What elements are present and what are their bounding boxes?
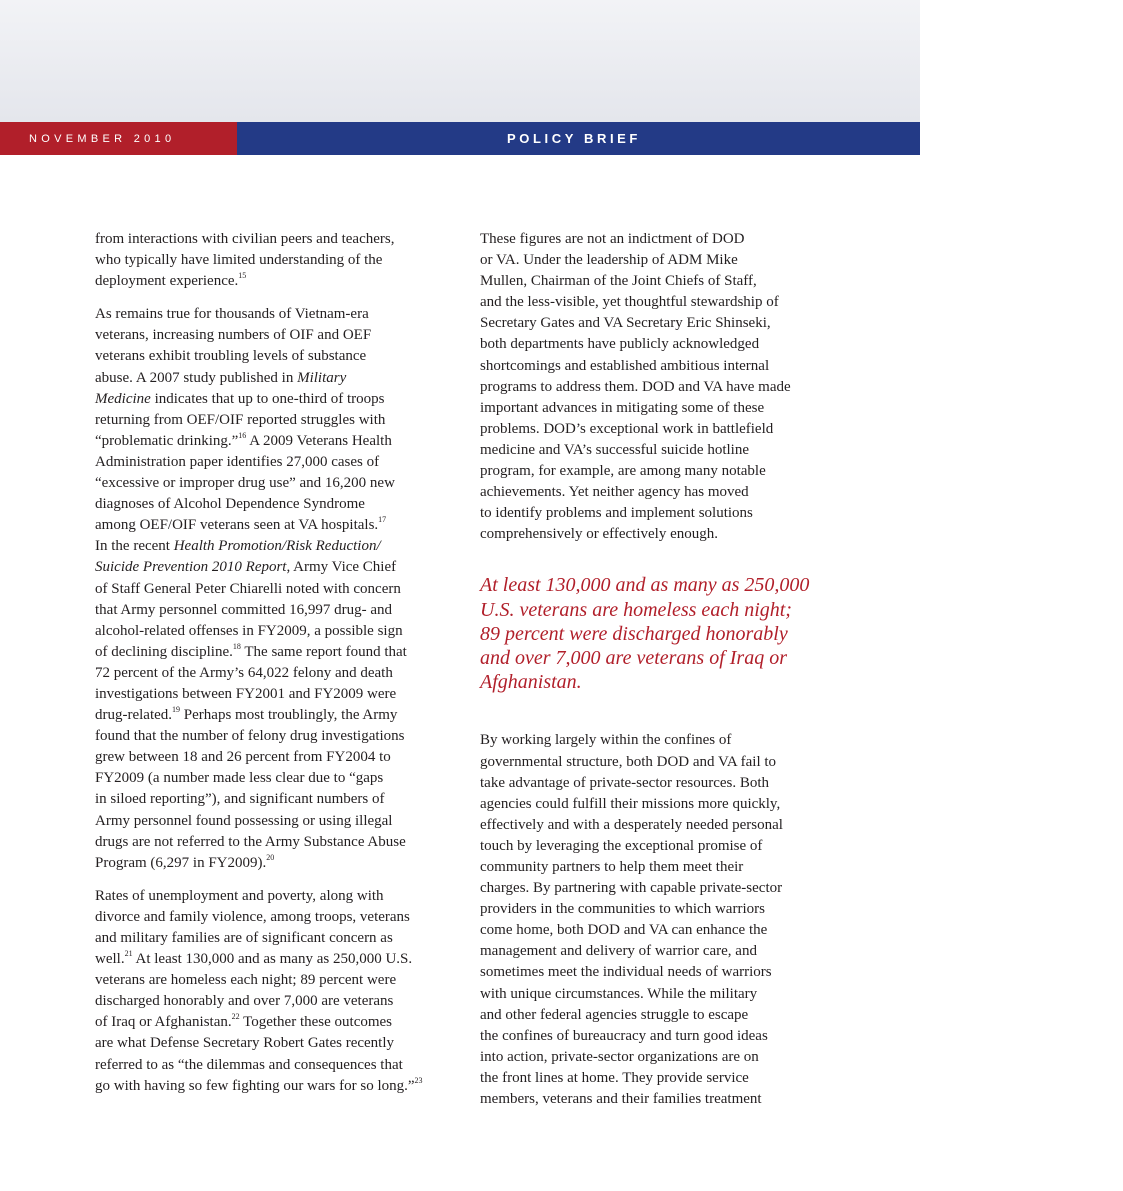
text-line: the front lines at home. They provide service (480, 1069, 749, 1086)
text-line: returning from OEF/OIF reported struggles with (95, 411, 386, 428)
text-line: As remains true for thousands of Vietnam-era (95, 306, 369, 323)
text-line: found that the number of felony drug investigations (95, 728, 405, 745)
text-line: In the recent Health Promotion/Risk Reduction/ (95, 538, 381, 555)
website-link[interactable]: CNAS.ORG (970, 131, 1038, 146)
text-line: of Iraq or Afghanistan.$^{22}$ Together these outcomes (95, 1012, 393, 1031)
text-line: shortcomings and established ambitious internal (480, 357, 770, 374)
footnote-ref[interactable]: 18 (232, 641, 241, 651)
report-title: Suicide Prevention 2010 Report (95, 559, 287, 576)
text-line: Secretary Gates and VA Secretary Eric Shinseki, (480, 315, 771, 332)
text-line: FY2009 (a number made less clear due to “gaps (95, 770, 384, 787)
text-line: Medicine indicates that up to one-third of troops (95, 390, 385, 407)
text-line: abuse. A 2007 study published in Military (95, 369, 347, 386)
text-line: drugs are not referred to the Army Substance Abuse (95, 833, 406, 850)
text-line: diagnoses of Alcohol Dependence Syndrome (95, 496, 365, 513)
report-title: Health Promotion/Risk Reduction/ (173, 538, 381, 555)
text-line: take advantage of private-sector resources. Both (480, 774, 770, 791)
paragraph (95, 304, 445, 874)
publication-date: NOVEMBER 2010 (29, 132, 176, 145)
text-line: management and delivery of warrior care, and (480, 943, 757, 960)
text-line: into action, private-sector organizations are on (480, 1048, 759, 1065)
text-line: with unique circumstances. While the military (480, 985, 758, 1002)
text-line: deployment experience.$^{15}$ (95, 271, 247, 290)
text-line: These figures are not an indictment of DOD (480, 231, 745, 247)
text-line: program, for example, are among many notable (480, 463, 766, 480)
journal-title: Military (297, 369, 347, 386)
text-line: Rates of unemployment and poverty, along with (95, 887, 384, 904)
text-line: community partners to help them meet their (480, 858, 744, 875)
text-line: from interactions with civilian peers and teachers, (95, 231, 395, 247)
text-line: Suicide Prevention 2010 Report, Army Vice Chief (95, 559, 397, 576)
header-background (0, 0, 920, 122)
text-line: the confines of bureaucracy and turn good ideas (480, 1027, 768, 1044)
text-line: both departments have publicly acknowledged (480, 336, 760, 353)
footnote-ref[interactable]: 21 (124, 949, 133, 959)
text-line: come home, both DOD and VA can enhance the (480, 922, 768, 939)
text-line: of Staff General Peter Chiarelli noted with concern (95, 580, 401, 597)
text-line: important advances in mitigating some of these (480, 399, 765, 416)
text-line: Army personnel found possessing or using illegal (95, 812, 393, 829)
text-line: 72 percent of the Army’s 64,022 felony and death (95, 664, 393, 681)
text-line: sometimes meet the individual needs of warriors (480, 964, 772, 981)
series-title: POLICY BRIEF (507, 131, 641, 146)
footnote-ref[interactable]: 20 (266, 852, 275, 862)
right-column (480, 229, 830, 1122)
pull-quote-line: At least 130,000 and as many as 250,000 (480, 574, 810, 597)
text-line: comprehensively or effectively enough. (480, 526, 718, 543)
pull-quote (480, 573, 830, 694)
text-line: referred to as “the dilemmas and consequences that (95, 1056, 403, 1073)
footnote-ref[interactable]: 17 (378, 515, 387, 525)
text-line: and the less-visible, yet thoughtful stewardship of (480, 294, 779, 311)
text-line: achievements. Yet neither agency has moved (480, 484, 749, 501)
footnote-ref[interactable]: 19 (172, 705, 181, 715)
paragraph (480, 229, 830, 545)
left-column (95, 229, 445, 1109)
text-line: grew between 18 and 26 percent from FY2004 to (95, 749, 391, 766)
text-line: veterans exhibit troubling levels of substance (95, 348, 367, 365)
text-line: are what Defense Secretary Robert Gates recently (95, 1035, 395, 1052)
pull-quote-line: U.S. veterans are homeless each night; (480, 598, 792, 621)
journal-title: Medicine (95, 390, 151, 407)
text-line: effectively and with a desperately needed personal (480, 816, 783, 833)
header-title-band (237, 122, 1123, 155)
footnote-ref[interactable]: 16 (238, 430, 247, 440)
text-line: in siloed reporting”), and significant numbers of (95, 791, 385, 808)
text-line: alcohol-related offenses in FY2009, a possible sign (95, 622, 403, 639)
text-line: Program (6,297 in FY2009).$^{20}$ (95, 852, 275, 871)
text-line: Administration paper identifies 27,000 cases of (95, 453, 380, 470)
pull-quote-line: 89 percent were discharged honorably (480, 622, 788, 645)
paragraph (95, 229, 445, 292)
paragraph (95, 886, 445, 1097)
text-line: discharged honorably and over 7,000 are veterans (95, 993, 394, 1010)
pull-quote-line: and over 7,000 are veterans of Iraq or (480, 647, 787, 670)
text-line: and military families are of significant concern as (95, 930, 393, 946)
text-line: touch by leveraging the exceptional promise of (480, 837, 763, 854)
text-line: and other federal agencies struggle to escape (480, 1006, 749, 1023)
text-line: agencies could fulfill their missions more quickly, (480, 795, 781, 812)
text-line: that Army personnel committed 16,997 drug- and (95, 601, 393, 618)
text-line: medicine and VA’s successful suicide hotline (480, 441, 749, 458)
text-line: members, veterans and their families treatment (480, 1091, 762, 1108)
footnote-ref[interactable]: 22 (231, 1012, 240, 1022)
text-line: providers in the communities to which warriors (480, 901, 765, 918)
paragraph (480, 730, 830, 1110)
text-line: “problematic drinking.”$^{16}$ A 2009 Veterans Health (95, 430, 392, 449)
text-line: By working largely within the confines of (480, 732, 732, 749)
text-line: divorce and family violence, among troops, veterans (95, 908, 410, 925)
text-line: veterans are homeless each night; 89 percent were (95, 972, 397, 989)
text-line: governmental structure, both DOD and VA fail to (480, 753, 777, 770)
text-line: investigations between FY2001 and FY2009 were (95, 685, 397, 702)
footnote-ref[interactable]: 23 (414, 1075, 423, 1085)
text-line: charges. By partnering with capable private-sector (480, 880, 783, 897)
text-line: of declining discipline.$^{18}$ The same report found that (95, 641, 407, 660)
text-line: Mullen, Chairman of the Joint Chiefs of Staff, (480, 273, 757, 290)
text-line: drug-related.$^{19}$ Perhaps most troublingly, the Army (95, 705, 398, 724)
header-date-band (0, 122, 237, 155)
footnote-ref[interactable]: 15 (238, 271, 247, 281)
pull-quote-line: Afghanistan. (480, 671, 582, 694)
text-line: veterans, increasing numbers of OIF and OEF (95, 327, 372, 344)
text-line: go with having so few fighting our wars for so long.”$^{23}$ (95, 1075, 423, 1094)
page-number: 3 (1117, 132, 1123, 145)
text-line: problems. DOD’s exceptional work in battlefield (480, 420, 774, 437)
text-line: among OEF/OIF veterans seen at VA hospitals.$^{17}$ (95, 515, 387, 534)
text-line: “excessive or improper drug use” and 16,200 new (95, 475, 395, 492)
text-line: or VA. Under the leadership of ADM Mike (480, 252, 738, 269)
text-line: to identify problems and implement solutions (480, 505, 753, 522)
text-line: who typically have limited understanding of the (95, 252, 383, 269)
text-line: programs to address them. DOD and VA have made (480, 378, 791, 395)
text-line: well.$^{21}$ At least 130,000 and as many as 250,000 U.S. (95, 949, 413, 968)
